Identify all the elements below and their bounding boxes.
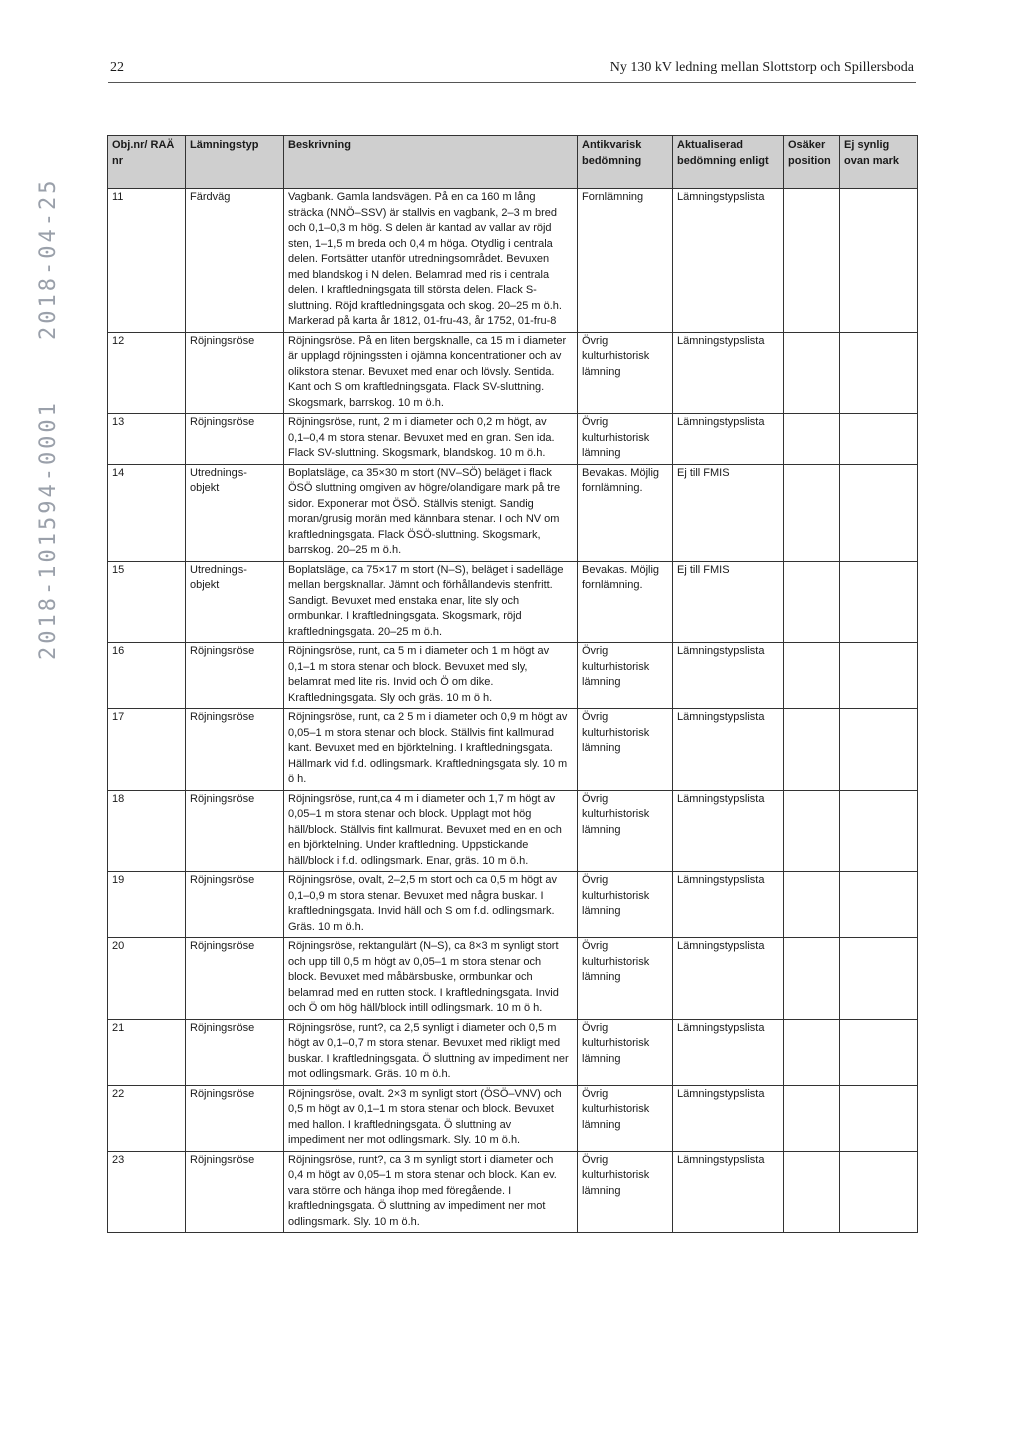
cell-description: Röjningsröse, runt, ca 2 5 m i diameter och 0,9 m högt av 0,05–1 m stora stenar och block. Ställvis fint kallmurad kant. Bevuxet med en björktelning. I kraftledningsgata. Hällmark vid f.d. odlingsmark. Kraftledningsgata sly. 10 m ö h. bbox=[284, 709, 578, 791]
cell-uncertain-position bbox=[784, 464, 840, 561]
remains-table bbox=[107, 135, 918, 1233]
cell-uncertain-position bbox=[784, 189, 840, 333]
cell-not-visible bbox=[840, 561, 918, 643]
cell-not-visible bbox=[840, 1151, 918, 1233]
cell-updated-assessment: Ej till FMIS bbox=[673, 464, 784, 561]
cell-type: Röjningsröse bbox=[186, 643, 284, 709]
cell-description: Röjningsröse, runt, 2 m i diameter och 0,2 m högt, av 0,1–0,4 m stora stenar. Bevuxet med en gran. Sen ida. Flack SV-sluttning. Skogsmark, blandskog. 10 m ö.h. bbox=[284, 414, 578, 465]
cell-updated-assessment: Lämningstypslista bbox=[673, 1085, 784, 1151]
cell-type: Röjningsröse bbox=[186, 1019, 284, 1085]
cell-objnr: 12 bbox=[108, 332, 186, 414]
cell-uncertain-position bbox=[784, 872, 840, 938]
cell-not-visible bbox=[840, 938, 918, 1020]
table-row bbox=[108, 790, 918, 872]
cell-description: Röjningsröse, runt?, ca 3 m synligt stort i diameter och 0,4 m högt av 0,05–1 m stora stenar och block. Kan ev. vara större och hänga ihop med föregående. I kraftledningsgata. Ö sluttning av impediment ner mot odlingsmark. Sly. 10 m ö.h. bbox=[284, 1151, 578, 1233]
cell-type: Färdväg bbox=[186, 189, 284, 333]
column-header-description: Beskrivning bbox=[284, 136, 578, 189]
cell-updated-assessment: Lämningstypslista bbox=[673, 643, 784, 709]
cell-uncertain-position bbox=[784, 561, 840, 643]
cell-uncertain-position bbox=[784, 790, 840, 872]
cell-uncertain-position bbox=[784, 643, 840, 709]
cell-objnr: 21 bbox=[108, 1019, 186, 1085]
table-header-row bbox=[108, 136, 918, 189]
cell-description: Röjningsröse, ovalt, 2–2,5 m stort och ca 0,5 m högt av 0,1–0,9 m stora stenar. Bevuxet med några buskar. I kraftledningsgata. Invid häll och S om f.d. odlingsmark. Gräs. 10 m ö.h. bbox=[284, 872, 578, 938]
running-title: Ny 130 kV ledning mellan Slottstorp och Spillersboda bbox=[609, 60, 914, 75]
cell-objnr: 18 bbox=[108, 790, 186, 872]
cell-updated-assessment: Lämningstypslista bbox=[673, 938, 784, 1020]
column-header-not-visible: Ej synlig ovan mark bbox=[840, 136, 918, 189]
cell-updated-assessment: Lämningstypslista bbox=[673, 709, 784, 791]
cell-uncertain-position bbox=[784, 332, 840, 414]
cell-antiquarian-assessment: Övrig kulturhistorisk lämning bbox=[578, 872, 673, 938]
cell-description: Röjningsröse, ovalt. 2×3 m synligt stort (ÖSÖ–VNV) och 0,5 m högt av 0,1–1 m stora stenar och block. Bevuxet med hallon. I kraftledningsgata. Ö sluttning av impediment ner mot odlingsmark. Sly. 10 m ö.h. bbox=[284, 1085, 578, 1151]
table-row bbox=[108, 1019, 918, 1085]
cell-type: Röjningsröse bbox=[186, 790, 284, 872]
column-header-objnr: Obj.nr/ RAÄ nr bbox=[108, 136, 186, 189]
cell-objnr: 22 bbox=[108, 1085, 186, 1151]
cell-updated-assessment: Lämningstypslista bbox=[673, 1019, 784, 1085]
cell-type: Röjningsröse bbox=[186, 1085, 284, 1151]
table-row bbox=[108, 189, 918, 333]
table-row bbox=[108, 1151, 918, 1233]
cell-not-visible bbox=[840, 643, 918, 709]
page-header bbox=[108, 58, 916, 83]
cell-antiquarian-assessment: Övrig kulturhistorisk lämning bbox=[578, 938, 673, 1020]
cell-updated-assessment: Lämningstypslista bbox=[673, 332, 784, 414]
table-row bbox=[108, 643, 918, 709]
cell-type: Utrednings- objekt bbox=[186, 464, 284, 561]
table-row bbox=[108, 1085, 918, 1151]
cell-objnr: 11 bbox=[108, 189, 186, 333]
registration-id-stamp: 2018-101594-0001 bbox=[36, 400, 61, 660]
cell-not-visible bbox=[840, 189, 918, 333]
cell-updated-assessment: Lämningstypslista bbox=[673, 1151, 784, 1233]
cell-description: Röjningsröse, runt,ca 4 m i diameter och 1,7 m högt av 0,05–1 m stora stenar och block. Upplagt mot hög häll/block. Ställvis fint kallmurat. Bevuxet med en en och en björktelning. Under kraftledning. Uppstickande häll/block i f.d. odlingsmark. Enar, gräs. 10 m ö.h. bbox=[284, 790, 578, 872]
cell-description: Röjningsröse. På en liten bergsknalle, ca 15 m i diameter är upplagd röjningssten i ojämna koncentrationer och av olikstora stenar. Bevuxet med enar och lövsly. Sentida. Kant och S om kraftledningsgata. Flack SV-sluttning. Skogsmark, barrskog. 10 m ö.h. bbox=[284, 332, 578, 414]
cell-objnr: 20 bbox=[108, 938, 186, 1020]
cell-not-visible bbox=[840, 1019, 918, 1085]
page-number: 22 bbox=[110, 60, 124, 75]
cell-type: Utrednings- objekt bbox=[186, 561, 284, 643]
table-row bbox=[108, 414, 918, 465]
cell-antiquarian-assessment: Fornlämning bbox=[578, 189, 673, 333]
cell-antiquarian-assessment: Övrig kulturhistorisk lämning bbox=[578, 790, 673, 872]
cell-uncertain-position bbox=[784, 1085, 840, 1151]
cell-antiquarian-assessment: Övrig kulturhistorisk lämning bbox=[578, 414, 673, 465]
cell-antiquarian-assessment: Övrig kulturhistorisk lämning bbox=[578, 643, 673, 709]
cell-antiquarian-assessment: Bevakas. Möjlig fornlämning. bbox=[578, 464, 673, 561]
cell-type: Röjningsröse bbox=[186, 938, 284, 1020]
cell-antiquarian-assessment: Övrig kulturhistorisk lämning bbox=[578, 1151, 673, 1233]
cell-objnr: 15 bbox=[108, 561, 186, 643]
column-header-updated-assessment: Aktualiserad bedömning enligt bbox=[673, 136, 784, 189]
cell-not-visible bbox=[840, 414, 918, 465]
cell-type: Röjningsröse bbox=[186, 414, 284, 465]
cell-antiquarian-assessment: Övrig kulturhistorisk lämning bbox=[578, 332, 673, 414]
cell-uncertain-position bbox=[784, 1151, 840, 1233]
cell-description: Boplatsläge, ca 35×30 m stort (NV–SÖ) beläget i flack ÖSÖ sluttning omgiven av högre/olandigare mark på tre sidor. Exponerar mot ÖSÖ. Ställvis stenigt. Sandig moran/grusig morän med kännbara stenar. I och NV om kraftledningsgata. Flack ÖSÖ-sluttning. Skogsmark, barrskog. 20–25 m ö.h. bbox=[284, 464, 578, 561]
cell-type: Röjningsröse bbox=[186, 1151, 284, 1233]
cell-updated-assessment: Lämningstypslista bbox=[673, 872, 784, 938]
cell-antiquarian-assessment: Övrig kulturhistorisk lämning bbox=[578, 1019, 673, 1085]
cell-uncertain-position bbox=[784, 938, 840, 1020]
cell-not-visible bbox=[840, 872, 918, 938]
cell-not-visible bbox=[840, 709, 918, 791]
cell-updated-assessment: Lämningstypslista bbox=[673, 414, 784, 465]
column-header-type: Lämningstyp bbox=[186, 136, 284, 189]
cell-objnr: 17 bbox=[108, 709, 186, 791]
cell-type: Röjningsröse bbox=[186, 872, 284, 938]
column-header-antiquarian-assessment: Antikvarisk bedömning bbox=[578, 136, 673, 189]
cell-not-visible bbox=[840, 790, 918, 872]
cell-objnr: 13 bbox=[108, 414, 186, 465]
table-row bbox=[108, 561, 918, 643]
table-row bbox=[108, 872, 918, 938]
cell-not-visible bbox=[840, 1085, 918, 1151]
cell-uncertain-position bbox=[784, 1019, 840, 1085]
cell-updated-assessment: Ej till FMIS bbox=[673, 561, 784, 643]
cell-updated-assessment: Lämningstypslista bbox=[673, 189, 784, 333]
column-header-uncertain-position: Osäker position bbox=[784, 136, 840, 189]
cell-uncertain-position bbox=[784, 709, 840, 791]
cell-not-visible bbox=[840, 464, 918, 561]
table-row bbox=[108, 709, 918, 791]
table-row bbox=[108, 938, 918, 1020]
cell-not-visible bbox=[840, 332, 918, 414]
cell-objnr: 14 bbox=[108, 464, 186, 561]
registration-date-stamp: 2018-04-25 bbox=[36, 177, 61, 340]
table-row bbox=[108, 464, 918, 561]
cell-description: Röjningsröse, rektangulärt (N–S), ca 8×3 m synligt stort och upp till 0,5 m högt av 0,05–1 m stora stenar och block. Bevuxet med måbärsbuske, ormbunkar och belamrad med en rutten stock. I kraftledningsgata. Invid och Ö om hög häll/block intill odlingsmark. 10 m ö h. bbox=[284, 938, 578, 1020]
cell-type: Röjningsröse bbox=[186, 332, 284, 414]
cell-objnr: 16 bbox=[108, 643, 186, 709]
cell-description: Röjningsröse, runt?, ca 2,5 synligt i diameter och 0,5 m högt av 0,1–0,7 m stora stenar. Bevuxet med rikligt med buskar. I kraftledningsgata. Ö sluttning av impediment ner mot odlingsmark. Gräs. 10 m ö.h. bbox=[284, 1019, 578, 1085]
cell-antiquarian-assessment: Bevakas. Möjlig fornlämning. bbox=[578, 561, 673, 643]
cell-description: Vagbank. Gamla landsvägen. På en ca 160 m lång sträcka (NNÖ–SSV) är stallvis en vagbank, 2–3 m bred och 0,1–0,3 m hög. S delen är kantad av vallar av röjd sten, 1–1,5 m breda och 0,4 m höga. Otydlig i centrala delen. Fortsätter utanför utredningsområdet. Bevuxen med blandskog i N delen. Belamrad med ris i centrala delen. I kraftledningsgata till största delen. Flack S-sluttning. Röjd kraftledningsgata och skog. 20–25 m ö.h. Markerad på karta år 1812, 01-fru-43, år 1752, 01-fru-8 bbox=[284, 189, 578, 333]
table-body bbox=[108, 189, 918, 1233]
cell-antiquarian-assessment: Övrig kulturhistorisk lämning bbox=[578, 709, 673, 791]
cell-description: Röjningsröse, runt, ca 5 m i diameter och 1 m högt av 0,1–1 m stora stenar och block. Bevuxet med sly, belamrat med lite ris. Invid och Ö om dike. Kraftledningsgata. Sly och gräs. 10 m ö h. bbox=[284, 643, 578, 709]
cell-uncertain-position bbox=[784, 414, 840, 465]
table-row bbox=[108, 332, 918, 414]
cell-objnr: 23 bbox=[108, 1151, 186, 1233]
cell-updated-assessment: Lämningstypslista bbox=[673, 790, 784, 872]
cell-type: Röjningsröse bbox=[186, 709, 284, 791]
cell-antiquarian-assessment: Övrig kulturhistorisk lämning bbox=[578, 1085, 673, 1151]
cell-description: Boplatsläge, ca 75×17 m stort (N–S), beläget i sadelläge mellan bergsknallar. Jämnt och förhållandevis stenfritt. Sandigt. Bevuxet med enstaka enar, lite sly och ormbunkar. I kraftledningsgata. Skogsmark, röjd kraftledningsgata. 20–25 m ö.h. bbox=[284, 561, 578, 643]
cell-objnr: 19 bbox=[108, 872, 186, 938]
